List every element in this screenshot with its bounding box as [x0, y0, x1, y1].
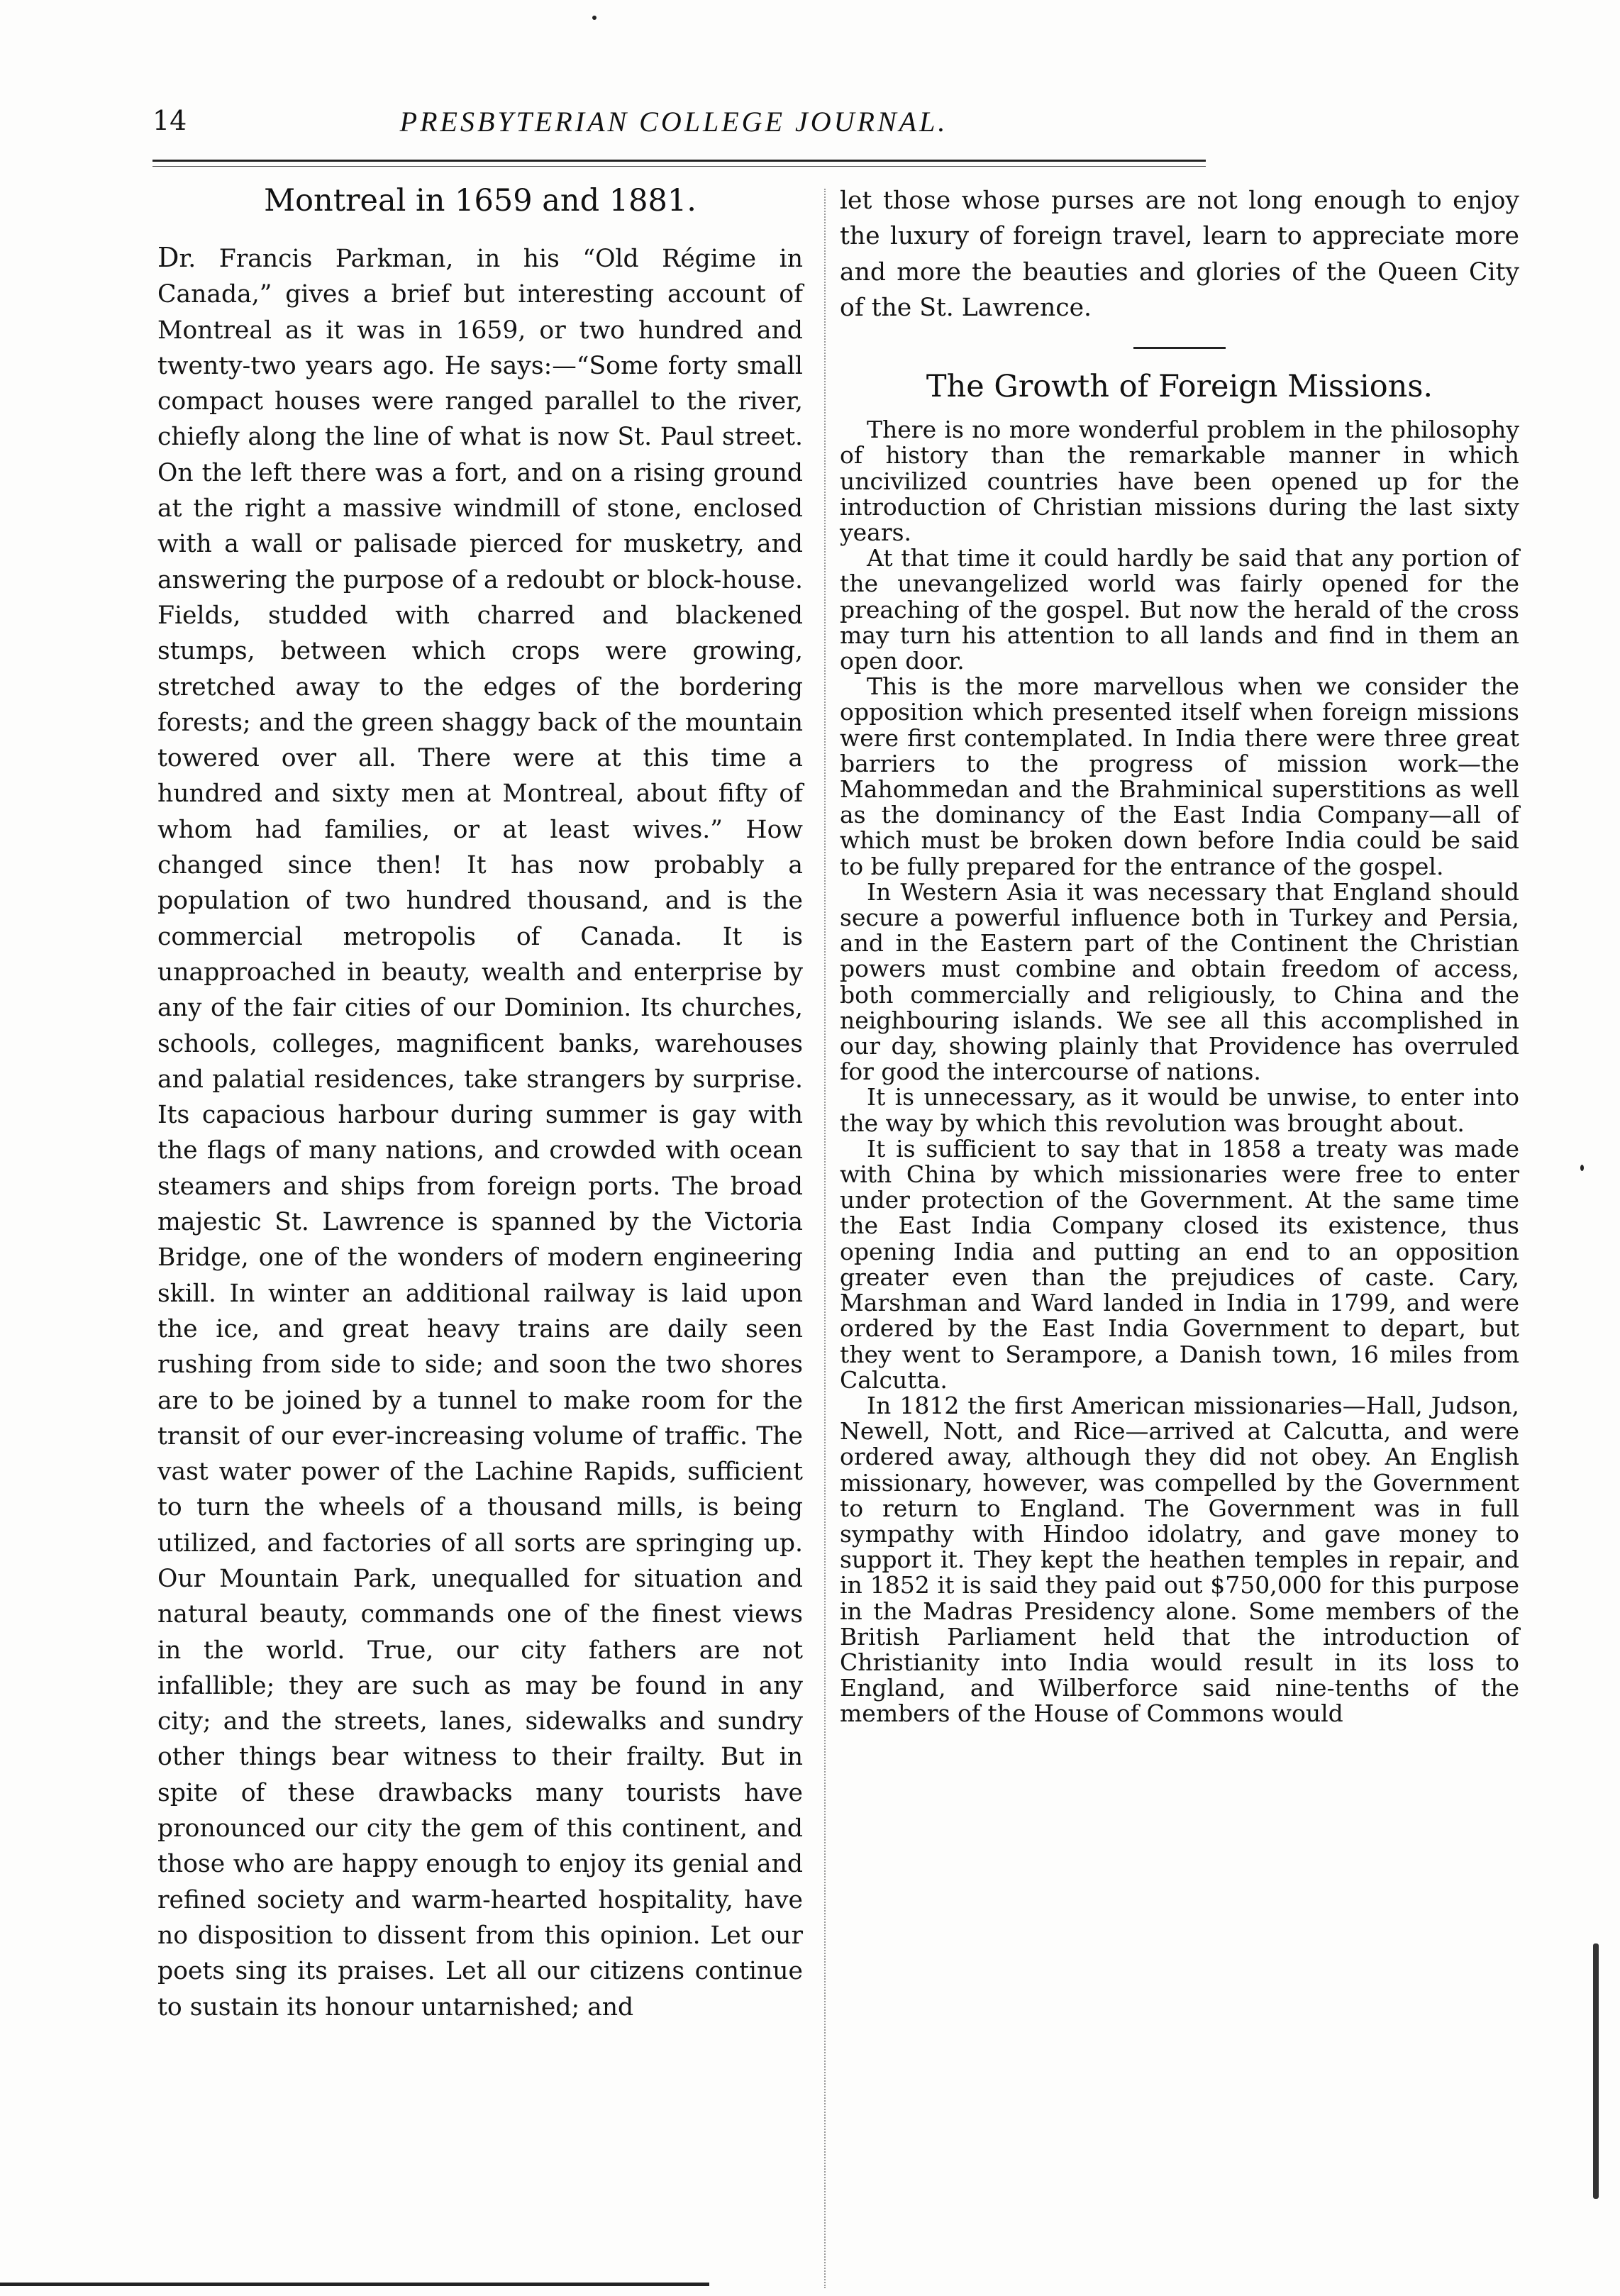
- left-column: [157, 183, 803, 2025]
- right-column: [840, 183, 1519, 1727]
- article-paragraph: In 1812 the first American missionaries—Hall, Judson, Newell, Nott, and Rice—arrived at Calcutta, and were ordered away, although they did not obey. An English missionary, however, was compelled by the Government to return to England. The Government was in full sympathy with Hindoo idolatry, and gave money to support it. They kept the heathen temples in repair, and in 1852 it is said they paid out $750,000 for this purpose in the Madras Presidency alone. Some members of the British Parliament held that the introduction of Christianity into India would result in its loss to England, and Wilberforce said nine-tenths of the members of the House of Commons would: [840, 1391, 1519, 1728]
- ink-speck: [592, 16, 597, 20]
- article-continuation: let those whose purses are not long enough to enjoy the luxury of foreign travel, learn to appreciate more and more the beauties and glories of the Queen City of the St. Lawrence.: [840, 187, 1519, 322]
- running-head: [152, 105, 1195, 148]
- article-title-foreign-missions: The Growth of Foreign Missions.: [926, 369, 1433, 405]
- ink-speck: [1580, 1165, 1584, 1171]
- article-paragraph: It is unnecessary, as it would be unwise, to enter into the way by which this revolution was brought about.: [840, 1083, 1519, 1137]
- column-divider: [824, 189, 826, 2288]
- article-paragraph: There is no more wonderful problem in the philosophy of history than the remarkable manner in which uncivilized countries have been opened up for the introduction of Christian missions during the last sixty years.: [840, 416, 1519, 546]
- article-paragraph: It is sufficient to say that in 1858 a treaty was made with China by which missionaries were free to enter under protection of the Government. At the same time the East India Company closed its existence, thus opening India and putting an end to an opposition greater even than the prejudices of caste. Cary, Marshman and Ward landed in India in 1799, and were ordered by the East India Government to depart, but they went to Serampore, a Danish town, 16 miles from Calcutta.: [840, 1134, 1519, 1394]
- article-paragraph: At that time it could hardly be said that any portion of the unevangelized world was fairly opened for the preaching of the gospel. But now the herald of the cross may turn his attention to all lands and find in them an open door.: [840, 544, 1519, 675]
- header-rule: [152, 160, 1206, 167]
- section-rule: [1133, 347, 1226, 349]
- article-paragraph: This is the more marvellous when we consider the opposition which presented itself when foreign missions were first contemplated. In India there were three great barriers to the progress of mission work—the Mahommedan and the Brahminical superstitions as well as the dominancy of the East India Company—all of which must be broken down before India could be said to be fully prepared for the entrance of the gospel.: [840, 672, 1519, 880]
- journal-title: PRESBYTERIAN COLLEGE JOURNAL.: [399, 106, 948, 138]
- footer-rule: [0, 2283, 709, 2286]
- ink-speck: [1593, 1943, 1599, 2199]
- page-number: 14: [152, 105, 187, 136]
- article-paragraph: In Western Asia it was necessary that England should secure a powerful influence both in Turkey and Persia, and in the Eastern part of the Continent the Christian powers must combine and obtain freedom of access, both commercially and religiously, to China and the neighbouring islands. We see all this accomplished in our day, showing plainly that Providence has overruled for good the intercourse of nations.: [840, 877, 1519, 1086]
- article-title-montreal: Montreal in 1659 and 1881.: [264, 183, 697, 218]
- article-paragraph: Dr. Francis Parkman, in his “Old Régime in Canada,” gives a brief but interesting account of Montreal as it was in 1659, or two hundred and twenty-two years ago. He says:—“Some forty small compact houses were ranged parallel to the river, chiefly along the line of what is now St. Paul street. On the left there was a fort, and on a rising ground at the right a massive windmill of stone, enclosed with a wall or palisade pierced for musketry, and answering the purpose of a redoubt or block-house. Fields, studded with charred and blackened stumps, between which crops were growing, stretched away to the edges of the bordering forests; and the green shaggy back of the mountain towered over all. There were at this time a hundred and sixty men at Montreal, about fifty of whom had families, or at least wives.” How changed since then! It has now probably a population of two hundred thousand, and is the commercial metropolis of Canada. It is unapproached in beauty, wealth and enterprise by any of the fair cities of our Dominion. Its churches, schools, colleges, magnificent banks, warehouses and palatial residences, take strangers by surprise. Its capacious harbour during summer is gay with the flags of many nations, and crowded with ocean steamers and ships from foreign ports. The broad majestic St. Lawrence is spanned by the Victoria Bridge, one of the wonders of modern engineering skill. In winter an additional railway is laid upon the ice, and great heavy trains are daily seen rushing from side to side; and soon the two shores are to be joined by a tunnel to make room for the transit of our ever-increasing volume of traffic. The vast water power of the Lachine Rapids, sufficient to turn the wheels of a thousand mills, is being utilized, and factories of all sorts are springing up. Our Mountain Park, unequalled for situation and natural beauty, commands one of the finest views in the world. True, our city fathers are not infallible; they are such as may be found in any city; and the streets, lanes, sidewalks and sundry other things bear witness to their frailty. But in spite of these drawbacks many tourists have pronounced our city the gem of this continent, and those who are happy enough to enjoy its genial and refined society and warm-hearted hospitality, have no disposition to dissent from this opinion. Let our poets sing its praises. Let all our citizens continue to sustain its honour untarnished; and: [157, 242, 803, 2022]
